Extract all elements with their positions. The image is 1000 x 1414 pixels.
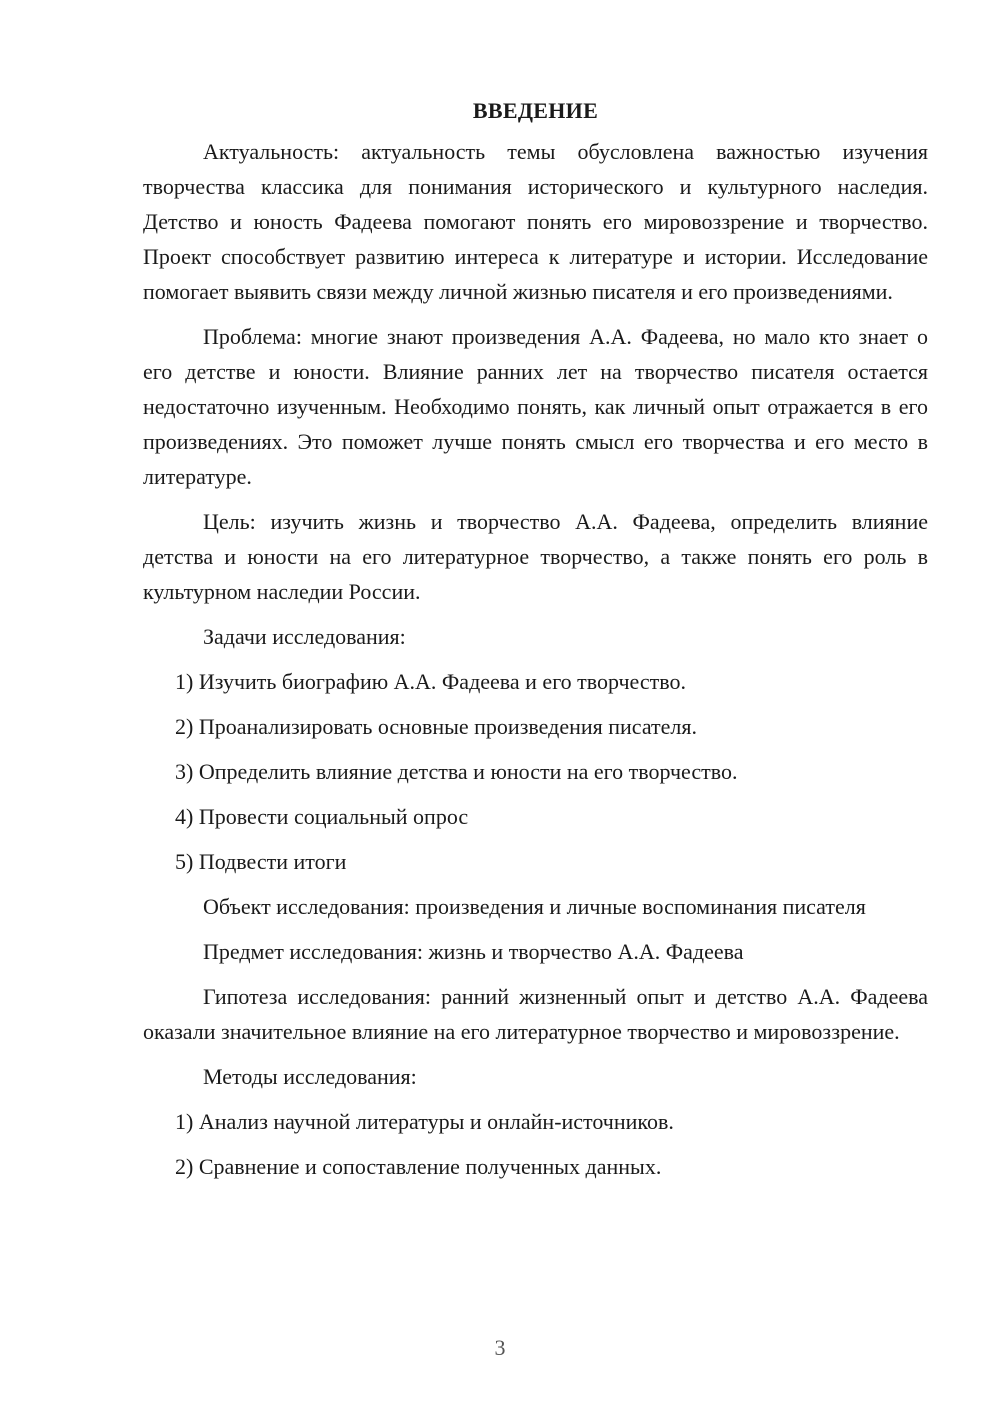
relevance-paragraph: Актуальность: актуальность темы обусловлена важностью изучения творчества классика для понимания исторического и культурного наследия. Детство и юность Фадеева помогают понять его мировоззрение и творчество. Проект способствует развитию интереса к литературе и истории. Исследование помогает выявить связи между личной жизнью писателя и его произведениями.: [143, 139, 928, 304]
object-paragraph: Объект исследования: произведения и личные воспоминания писателя: [203, 894, 866, 919]
task-item-2: 2) Проанализировать основные произведения писателя.: [175, 714, 698, 739]
page-content: [143, 96, 928, 1194]
task-item-5: 5) Подвести итоги: [175, 849, 347, 874]
page-title: ВВЕДЕНИЕ: [472, 98, 599, 123]
task-item-1: 1) Изучить биографию А.А. Фадеева и его творчество.: [175, 669, 686, 694]
subject-paragraph: Предмет исследования: жизнь и творчество А.А. Фадеева: [203, 939, 744, 964]
page-number: 3: [494, 1335, 506, 1360]
methods-heading: Методы исследования:: [203, 1064, 417, 1089]
problem-paragraph: Проблема: многие знают произведения А.А. Фадеева, но мало кто знает о его детстве и юности. Влияние ранних лет на творчество писателя остается недостаточно изученным. Необходимо понять, как личный опыт отражается в его произведениях. Это поможет лучше понять смысл его творчества и его место в литературе.: [143, 324, 928, 489]
goal-paragraph: Цель: изучить жизнь и творчество А.А. Фадеева, определить влияние детства и юности на его литературное творчество, а также понять его роль в культурном наследии России.: [143, 509, 928, 604]
hypothesis-paragraph: Гипотеза исследования: ранний жизненный опыт и детство А.А. Фадеева оказали значительное влияние на его литературное творчество и мировоззрение.: [143, 984, 928, 1044]
task-item-3: 3) Определить влияние детства и юности на его творчество.: [175, 759, 738, 784]
task-item-4: 4) Провести социальный опрос: [175, 804, 469, 829]
tasks-heading: Задачи исследования:: [203, 624, 406, 649]
methods-list: [143, 1104, 928, 1184]
tasks-list: [143, 664, 928, 879]
method-item-2: 2) Сравнение и сопоставление полученных данных.: [175, 1154, 662, 1179]
method-item-1: 1) Анализ научной литературы и онлайн-источников.: [175, 1109, 674, 1134]
